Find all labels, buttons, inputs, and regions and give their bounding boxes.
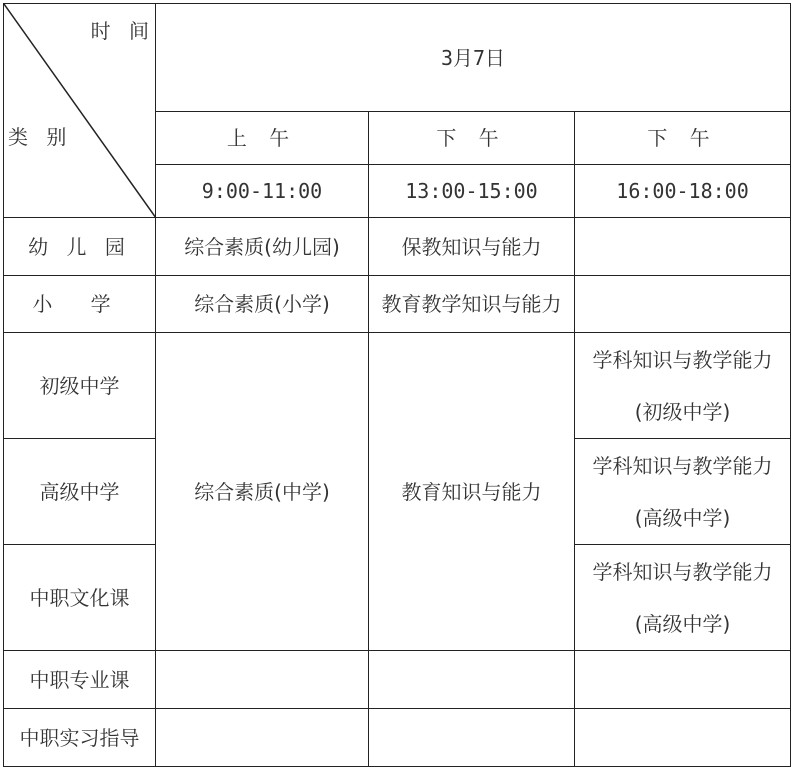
vocational-major-evening-exam bbox=[575, 651, 791, 709]
primary-morning-exam: 综合素质(小学) bbox=[156, 276, 369, 333]
table-row bbox=[4, 218, 791, 276]
session-3-period: 下 午 bbox=[575, 112, 791, 165]
exam-schedule-table bbox=[3, 3, 791, 767]
secondary-afternoon-exam: 教育知识与能力 bbox=[369, 333, 575, 651]
kindergarten-afternoon-exam: 保教知识与能力 bbox=[369, 218, 575, 276]
session-1-time: 9:00-11:00 bbox=[156, 165, 369, 218]
table-row bbox=[4, 651, 791, 709]
session-3-time: 16:00-18:00 bbox=[575, 165, 791, 218]
vocational-culture-evening-line1: 学科知识与教学能力 bbox=[592, 559, 773, 584]
kindergarten-evening-exam bbox=[575, 218, 791, 276]
session-2-time: 13:00-15:00 bbox=[369, 165, 575, 218]
session-2-period: 下 午 bbox=[369, 112, 575, 165]
category-vocational-culture: 中职文化课 bbox=[4, 545, 156, 651]
vocational-major-morning-merged bbox=[156, 651, 369, 709]
category-kindergarten: 幼 儿 园 bbox=[4, 218, 156, 276]
vocational-practice-afternoon-merged bbox=[369, 709, 575, 767]
category-senior-high: 高级中学 bbox=[4, 439, 156, 545]
vocational-major-afternoon-merged bbox=[369, 651, 575, 709]
category-vocational-major: 中职专业课 bbox=[4, 651, 156, 709]
category-primary: 小 学 bbox=[4, 276, 156, 333]
date-header: 3月7日 bbox=[156, 4, 791, 112]
session-1-period: 上 午 bbox=[156, 112, 369, 165]
table-row bbox=[4, 333, 791, 439]
junior-evening-line1: 学科知识与教学能力 bbox=[592, 347, 773, 372]
vocational-practice-evening-exam bbox=[575, 709, 791, 767]
senior-evening-exam bbox=[575, 439, 791, 545]
vocational-culture-evening-line2: (高级中学) bbox=[634, 611, 731, 636]
category-header-label: 类 别 bbox=[8, 125, 73, 149]
category-junior-high: 初级中学 bbox=[4, 333, 156, 439]
vocational-culture-evening-exam bbox=[575, 545, 791, 651]
junior-evening-exam bbox=[575, 333, 791, 439]
primary-evening-exam bbox=[575, 276, 791, 333]
vocational-practice-morning-merged bbox=[156, 709, 369, 767]
table-row bbox=[4, 709, 791, 767]
table-row bbox=[4, 276, 791, 333]
secondary-morning-exam: 综合素质(中学) bbox=[156, 333, 369, 651]
time-header-label: 时 间 bbox=[90, 19, 155, 43]
header-corner-cell bbox=[4, 4, 156, 218]
senior-evening-line2: (高级中学) bbox=[634, 505, 731, 530]
junior-evening-line2: (初级中学) bbox=[634, 399, 731, 424]
primary-afternoon-exam: 教育教学知识与能力 bbox=[369, 276, 575, 333]
category-vocational-practice: 中职实习指导 bbox=[4, 709, 156, 767]
kindergarten-morning-exam: 综合素质(幼儿园) bbox=[156, 218, 369, 276]
senior-evening-line1: 学科知识与教学能力 bbox=[592, 453, 773, 478]
